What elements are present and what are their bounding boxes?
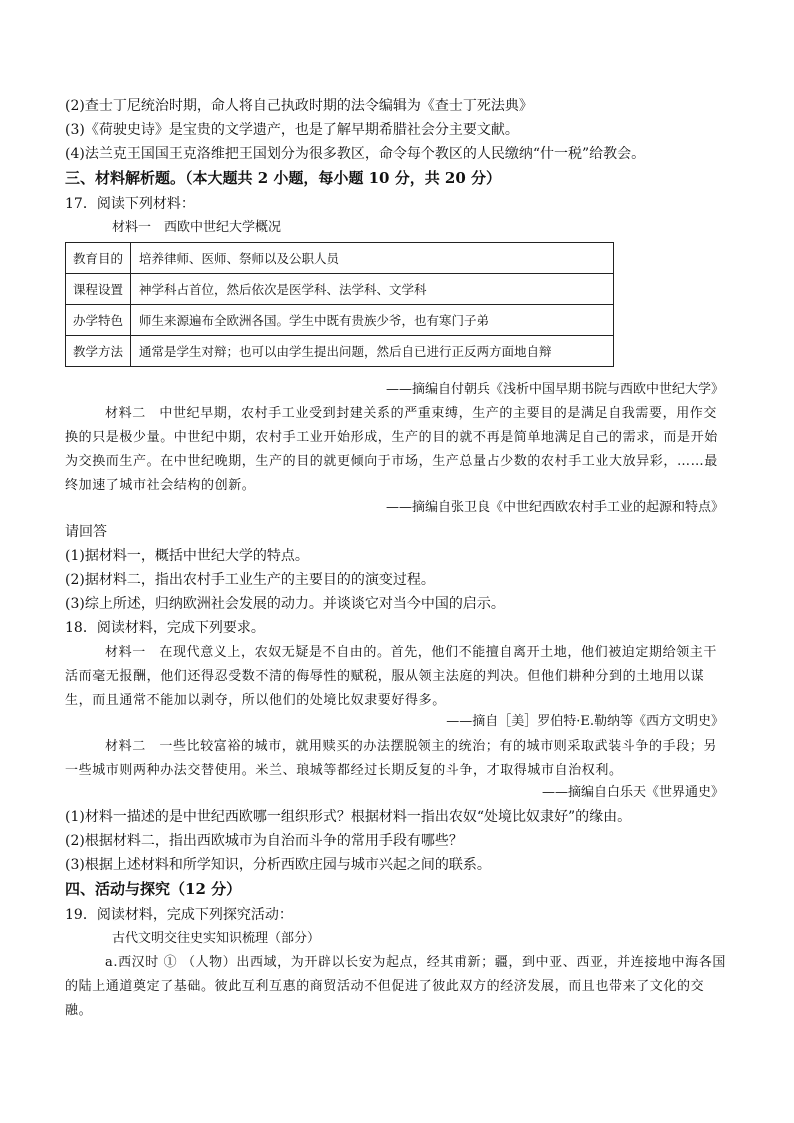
activity-subtitle: 古代文明交往史实知识梳理（部分） (112, 931, 321, 946)
question-item: (2)根据材料二，指出西欧城市为自治而斗争的常用手段有哪些？ (65, 833, 463, 849)
material-paragraph (65, 641, 730, 713)
source-citation: ——摘自［美］罗伯特·E.勒纳等《西方文明史》 (446, 714, 724, 729)
table-row (66, 243, 614, 274)
material-text: 材料一 在现代意义上，农奴无疑是不自由的。首先，他们不能擅自离开土地，他们被迫定期给领主干活而毫无报酬，他们还得忍受数不清的侮辱性的赋税，服从领主法庭的判决。但他们耕种分到的土地用以谋生，而且通常不能加以剥夺，所以他们的处境比奴隶要好得多。 (65, 645, 718, 708)
question-item: (1)材料一描述的是中世纪西欧哪一组织形式？根据材料一指出农奴“处境比奴隶好”的缘由。 (65, 809, 632, 825)
source-citation: ——摘编自张卫良《中世纪西欧农村手工业的起源和特点》 (385, 500, 724, 515)
table-value: 通常是学生对辩；也可以由学生提出问题，然后自已进行正反两方面地自辩 (131, 336, 614, 367)
question-item: (3)综上所述，归纳欧洲社会发展的动力。并谈谈它对当今中国的启示。 (65, 596, 505, 612)
material-title: 材料一 西欧中世纪大学概况 (112, 220, 282, 235)
question-item: (1)据材料一，概括中世纪大学的特点。 (65, 548, 309, 564)
source-citation: ——摘编自付朝兵《浅析中国早期书院与西欧中世纪大学》 (385, 382, 724, 397)
table-row (66, 336, 614, 367)
material-paragraph (65, 735, 730, 783)
university-overview-table (65, 242, 614, 367)
question-intro: 17．阅读下列材料： (65, 196, 195, 212)
source-citation: ——摘编自白乐天《世界通史》 (541, 785, 724, 800)
material-text: a.西汉时 ① （人物）出西域，为开辟以长安为起点，经其甫新；疆，到中亚、西亚，并连接地中海各国的陆上通道奠定了基础。彼此互利互惠的商贸活动不但促进了彼此双方的经济发展，而且也带来了文化的交融。 (65, 955, 726, 1018)
material-text: 材料二 中世纪早期，农村手工业受到封建关系的严重束缚，生产的主要目的是满足自我需要，用作交换的只是极少量。中世纪中期，农村手工业开始形成，生产的目的就不再是简单地满足自己的需求，而是开始为交换而生产。在中世纪晚期，生产的目的就更倾向于市场，生产总量占少数的农村手工业大放异彩，……最终加速了城市社会结构的创新。 (65, 406, 718, 493)
section-heading: 四、活动与探究（12 分） (65, 880, 242, 898)
table-value: 师生来源遍布全欧洲各国。学生中既有贵族少爷，也有寒门子弟 (131, 305, 614, 336)
table-value: 神学科占首位，然后依次是医学科、法学科、文学科 (131, 274, 614, 305)
question-item: (2)查士丁尼统治时期，命人将自己执政时期的法令编辑为《查士丁死法典》 (65, 98, 533, 114)
answer-prompt: 请回答 (65, 524, 107, 540)
table-row (66, 274, 614, 305)
table-key: 教育目的 (66, 243, 131, 274)
question-item: (3)《荷驶史诗》是宝贵的文学遗产，也是了解早期希腊社会分主要文献。 (65, 122, 519, 138)
question-item: (2)据材料二，指出农村手工业生产的主要目的的演变过程。 (65, 572, 435, 588)
question-item: (4)法兰克王国国王克洛维把王国划分为很多教区，命令每个教区的人民缴纳“什一税”给教会。 (65, 146, 646, 162)
question-intro: 19．阅读材料，完成下列探究活动： (65, 907, 293, 923)
section-heading: 三、材料解析题。（本大题共 2 小题，每小题 10 分，共 20 分） (65, 169, 502, 187)
table-value: 培养律师、医师、祭师以及公职人员 (131, 243, 614, 274)
table-key: 课程设置 (66, 274, 131, 305)
table-key: 教学方法 (66, 336, 131, 367)
question-intro: 18．阅读材料，完成下列要求。 (65, 620, 265, 636)
material-text: 材料二 一些比较富裕的城市，就用赎买的办法摆脱领主的统治；有的城市则采取武装斗争的手段；另一些城市则两种办法交替使用。米兰、琅城等都经过长期反复的斗争，才取得城市自治权利。 (65, 739, 718, 778)
material-paragraph (65, 402, 730, 498)
table-key: 办学特色 (66, 305, 131, 336)
table-row (66, 305, 614, 336)
question-item: (3)根据上述材料和所学知识，分析西欧庄园与城市兴起之间的联系。 (65, 857, 491, 873)
material-paragraph (65, 951, 730, 1023)
